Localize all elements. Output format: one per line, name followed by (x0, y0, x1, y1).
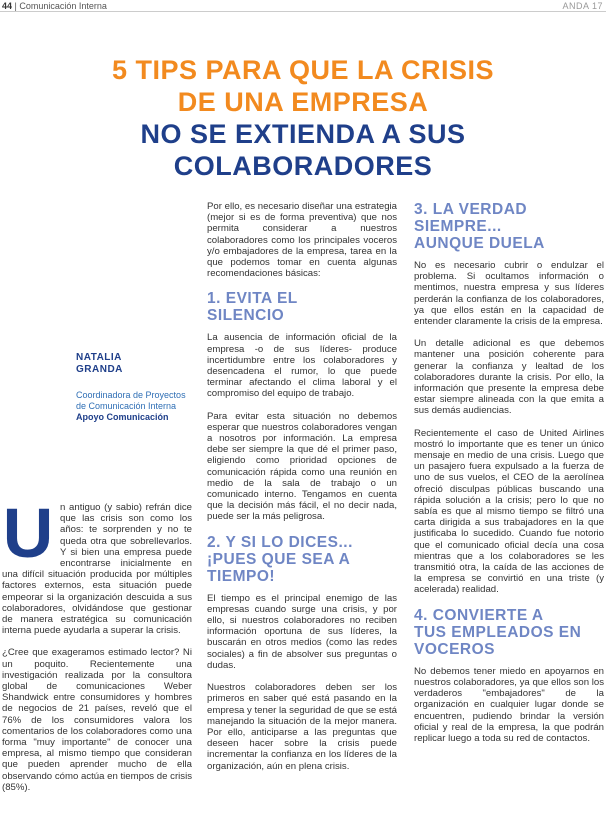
section-2-line-2: ¡PUES QUE SEA A (207, 550, 351, 568)
col2-paragraph-2: La ausencia de información oficial de la empresa -o de sus líderes- produce incertidumbre entre los colaboradores y desencadena el rumor, lo que puede terminar afectando el clima laboral y el compromiso del equipo de trabajo. (207, 332, 397, 400)
col3-paragraph-2: Un detalle adicional es que debemos mantener una posición coherente para generar la confianza y lealtad de los colaboradores durante la crisis. Por ello, la información que presente la empresa debe estar siempre alineada con la que emita a sus demás audiencias. (414, 338, 604, 417)
section-4-line-2: TUS EMPLEADOS EN (414, 623, 582, 641)
col3-paragraph-1: No es necesario cubrir o endulzar el problema. Si ocultamos información o mentimos, nuestra empresa y sus líderes perderán la confianza de los colaboradores, ya que ellos están en la capacidad de entender claramente la crisis de la empresa. (414, 260, 604, 328)
title-line-1: 5 TIPS PARA QUE LA CRISIS (111, 55, 495, 85)
section-heading-1 (207, 290, 397, 324)
section-4-line-3: VOCEROS (414, 640, 496, 658)
section-4-line-1: 4. CONVIERTE A (414, 606, 544, 624)
section-1-line-1: 1. EVITA EL (207, 290, 298, 308)
drop-cap: U (2, 494, 54, 572)
author-name-last: GRANDA (76, 364, 123, 375)
section-3-line-2: SIEMPRE... (414, 218, 502, 235)
header-rule (0, 11, 606, 12)
article-title (60, 54, 546, 182)
section-heading-2 (207, 534, 397, 585)
section-name: | Comunicación Interna (14, 1, 107, 11)
col2-paragraph-3: Para evitar esta situación no debemos esperar que nuestros colaboradores vengan a nosotros por información. La empresa debe ser siempre la que dé el primer paso, eligiendo como prioridad opciones de comunicación rápida como una reunión en medio de la sala de trabajo o un comunicado interno. Tengamos en cuenta que la decisión más fácil, el no decir nada, puede ser la más peligrosa. (207, 410, 397, 523)
section-2-line-1: 2. Y SI LO DICES... (207, 533, 353, 551)
author-role-1: Coordinadora de Proyectos (76, 390, 186, 400)
author-role-2: de Comunicación Interna (76, 401, 177, 411)
intro-text: n antiguo (y sabio) refrán dice que las crisis son como los años: te sorprenden y no te queda otra que sobrellevarlos. Y si bien una empresa puede encontrarse inicialmente en una difícil situación producida por múltiples factores externos, esta situación puede empeorar si la organización descuida a sus colaboradores, olvidándose que gestionar de manera estratégica su comunicación interna puede ayudarla a superar la crisis. (2, 502, 192, 637)
section-1-line-2: SILENCIO (207, 307, 285, 325)
col1-paragraph-2: ¿Cree que exageramos estimado lector? Ni un poquito. Recientemente una investigación realizada por la consultora global de comunicaciones Weber Shandwick entre consumidores y hombres de negocios de 21 países, reveló que el 76% de los consumidores valora los comentarios de los colaboradores como una forma "muy importante" de conocer una empresa, al mismo tiempo que consideran que pueden aprender mucho de ella observando cómo actúa en tiempos de crisis (85%). (2, 647, 192, 793)
intro-paragraph (2, 494, 192, 637)
column-3 (414, 201, 604, 755)
col2-paragraph-5: Nuestros colaboradores deben ser los primeros en saber qué está pasando en la empresa y tener la seguridad de que se está manejando la situación de la mejor manera. Por ello, anticiparse a las preguntas que deseen hacer sobre la crisis puede incrementar la confianza en los líderes de la organización, aún en plena crisis. (207, 682, 397, 772)
author-organization: Apoyo Comunicación (76, 412, 169, 422)
title-line-2: DE UNA EMPRESA (177, 87, 429, 117)
header-left (2, 1, 107, 11)
header-right: ANDA 17 (562, 1, 603, 11)
author-name-first: NATALIA (76, 352, 122, 363)
page-header (0, 0, 606, 12)
col3-paragraph-4: No debemos tener miedo en apoyarnos en nuestros colaboradores, ya que ellos son los verdaderos "embajadores" de la organización en cualquier lugar donde se encuentren, pudiendo brindar la versión oficial y real de la empresa, la que podrán replicar luego a toda su red de contactos. (414, 665, 604, 744)
col2-paragraph-4: El tiempo es el principal enemigo de las empresas cuando surge una crisis, y por ello, si nuestros colaboradores no reciben información oportuna de sus líderes, la buscarán en otros medios (como las redes sociales) a fin de absolver sus preguntas o dudas. (207, 592, 397, 671)
title-line-3: NO SE EXTIENDA A SUS (140, 119, 466, 149)
column-2 (207, 201, 397, 783)
section-3-line-1: 3. LA VERDAD (414, 201, 528, 218)
author-block (76, 352, 196, 423)
title-line-4: COLABORADORES (173, 151, 433, 181)
section-heading-4 (414, 607, 604, 658)
col3-paragraph-3: Recientemente el caso de United Airlines mostró lo importante que es tener un único mensaje en medio de una crisis. Luego que un pasajero fuera expulsado a la fuerza de uno de sus vuelos, el CEO de la aerolínea ofreció disculpas públicas buscando una rápida solución a la crisis; pero lo que no sabía es que al mismo tiempo se filtró una carta dirigida a sus trabajadores en la que justificaba lo sucedido. Cuando fue notorio que el comunicado oficial decía una cosa mientras que a los colaboradores se les transmitió otra, la caída de las acciones de la empresa se convirtió en una triste (y acelerada) realidad. (414, 427, 604, 596)
col2-paragraph-1: Por ello, es necesario diseñar una estrategia (mejor si es de forma preventiva) que nos permita considerar a nuestros colaboradores como los principales voceros y/o embajadores de la empresa, tarea en la que podemos tomar en cuenta algunas recomendaciones básicas: (207, 201, 397, 280)
section-2-line-3: TIEMPO! (207, 567, 276, 585)
section-heading-3 (414, 201, 604, 252)
section-3-line-3: AUNQUE DUELA (414, 235, 545, 252)
page-number: 44 (2, 1, 13, 11)
column-1 (2, 494, 192, 804)
